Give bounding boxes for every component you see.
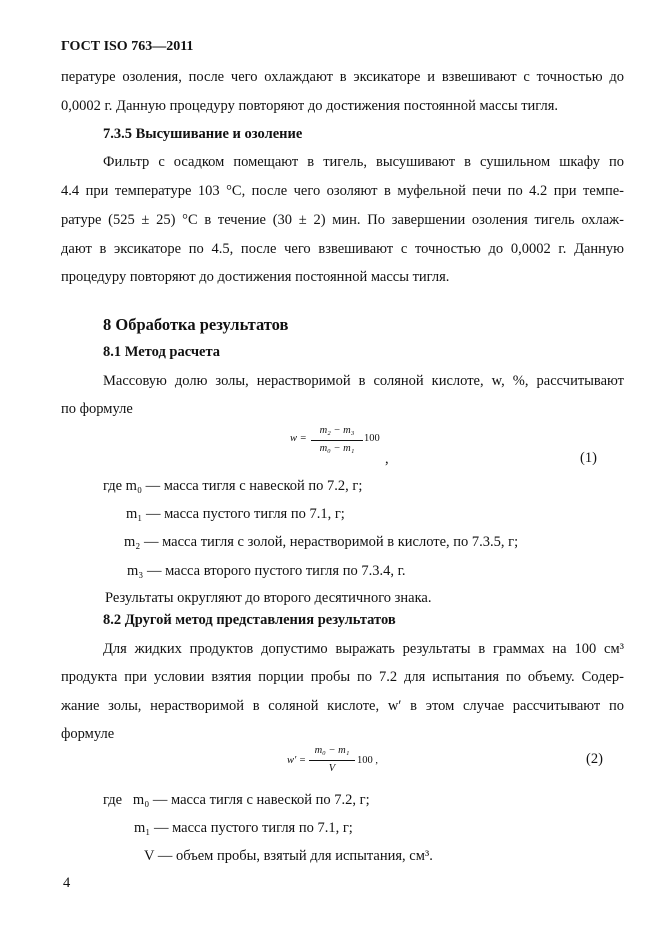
- formula-comma: ,: [385, 451, 389, 467]
- where-line: m₃ — масса второго пустого тигля по 7.3.4, г.: [127, 563, 406, 579]
- where-line: m₁ — масса пустого тигля по 7.1, г;: [134, 820, 353, 836]
- formula-multiplier: 100: [364, 433, 380, 444]
- document-header: ГОСТ ISO 763—2011: [61, 39, 194, 54]
- paragraph-line: по формуле: [61, 401, 133, 417]
- formula-multiplier: 100 ,: [357, 755, 378, 766]
- paragraph-line: 4.4 при температуре 103 °С, после чего озоляют в муфельной печи по 4.2 при темпе-: [61, 183, 624, 199]
- formula-lhs: w′ =: [287, 755, 307, 766]
- paragraph-line: дают в эксикаторе по 4.5, после чего взвешивают с точностью до 0,0002 г. Данную: [61, 241, 624, 257]
- formula-number: (2): [586, 751, 603, 767]
- paragraph-line: Результаты округляют до второго десятичного знака.: [105, 590, 432, 606]
- where-line: где m₀ — масса тигля с навеской по 7.2, г;: [103, 478, 363, 494]
- formula-denominator: V: [328, 763, 336, 774]
- paragraph-line: процедуру повторяют до достижения постоянной массы тигля.: [61, 269, 450, 285]
- paragraph-line: Фильтр с осадком помещают в тигель, высушивают в сушильном шкафу по: [103, 154, 624, 170]
- formula-numerator: m₀ − m₁: [314, 745, 350, 756]
- fraction-bar: [311, 440, 363, 441]
- formula-lhs: w =: [290, 433, 307, 444]
- paragraph-line: пературе озоления, после чего охлаждают в эксикаторе и взвешивают с точностью до: [61, 69, 624, 85]
- paragraph-line: 0,0002 г. Данную процедуру повторяют до достижения постоянной массы тигля.: [61, 98, 559, 114]
- where-line: где m₀ — масса тигля с навеской по 7.2, г;: [103, 792, 370, 808]
- where-line: V — объем пробы, взятый для испытания, см³.: [144, 848, 433, 864]
- formula-number: (1): [580, 450, 597, 466]
- paragraph-line: ратуре (525 ± 25) °С в течение (30 ± 2) мин. По завершении озоления тигель охлаж-: [61, 212, 624, 228]
- paragraph-line: Массовую долю золы, нерастворимой в соляной кислоте, w, %, рассчитывают: [103, 373, 624, 389]
- paragraph-line: продукта при условии взятия порции пробы по 7.2 для испытания по объему. Содер-: [61, 669, 624, 685]
- where-line: m₁ — масса пустого тигля по 7.1, г;: [126, 506, 345, 522]
- section-title-8: 8 Обработка результатов: [103, 315, 289, 334]
- paragraph-line: жание золы, нерастворимой в соляной кислоте, w′ в этом случае рассчитывают по: [61, 698, 624, 714]
- where-line: m₂ — масса тигля с золой, нерастворимой в кислоте, по 7.3.5, г;: [124, 534, 519, 550]
- formula-numerator: m₂ − m₃: [319, 425, 355, 436]
- paragraph-line: формуле: [61, 726, 115, 742]
- page-number: 4: [63, 875, 71, 891]
- paragraph-line: Для жидких продуктов допустимо выражать результаты в граммах на 100 см³: [103, 641, 624, 657]
- section-title-7-3-5: 7.3.5 Высушивание и озоление: [103, 126, 303, 142]
- formula-denominator: m₀ − m₁: [319, 443, 355, 454]
- section-title-8-1: 8.1 Метод расчета: [103, 344, 221, 360]
- fraction-bar: [309, 760, 355, 761]
- section-title-8-2: 8.2 Другой метод представления результатов: [103, 612, 396, 628]
